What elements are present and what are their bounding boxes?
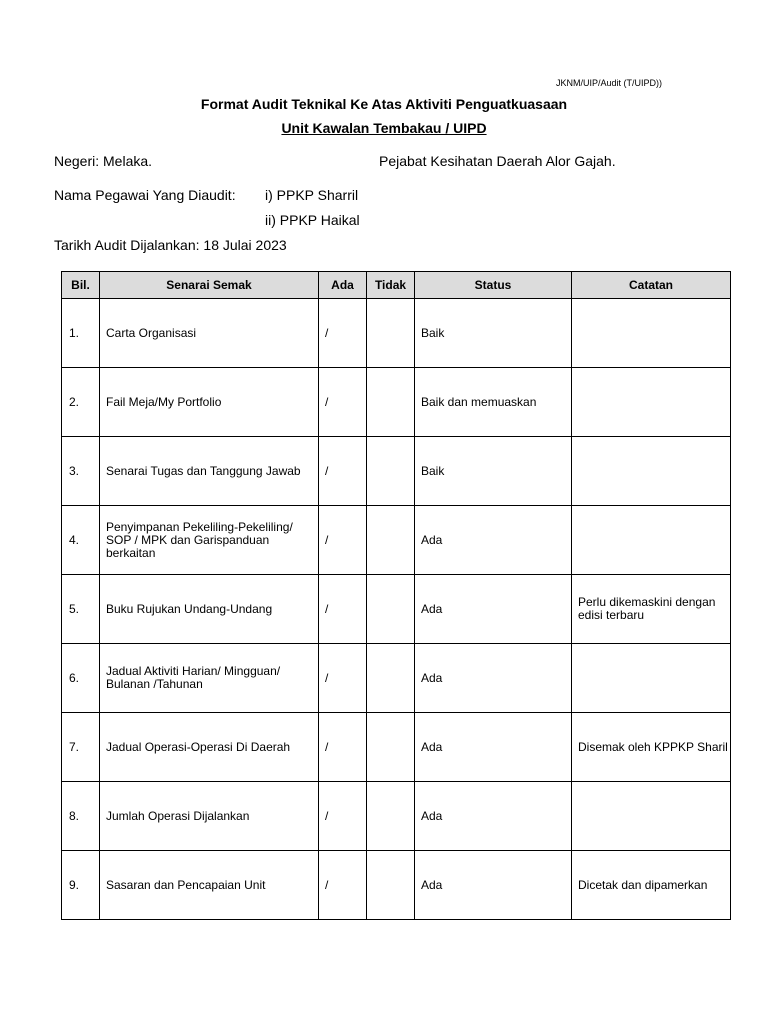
table-row [62, 506, 731, 575]
cell-status: Ada [415, 713, 572, 782]
table-row [62, 713, 731, 782]
cell-senarai: Jadual Aktiviti Harian/ Mingguan/ Bulanan /Tahunan [100, 644, 319, 713]
cell-tidak [367, 368, 415, 437]
header-senarai-semak: Senarai Semak [100, 272, 319, 299]
table-row [62, 299, 731, 368]
cell-ada: / [319, 299, 367, 368]
cell-catatan [572, 299, 731, 368]
cell-bil: 2. [62, 368, 100, 437]
table-row [62, 851, 731, 920]
cell-bil: 5. [62, 575, 100, 644]
cell-tidak [367, 713, 415, 782]
cell-tidak [367, 437, 415, 506]
cell-ada: / [319, 437, 367, 506]
tarikh-audit-text: Tarikh Audit Dijalankan: 18 Julai 2023 [54, 237, 287, 253]
cell-status: Ada [415, 644, 572, 713]
cell-ada: / [319, 782, 367, 851]
cell-bil: 8. [62, 782, 100, 851]
cell-senarai: Fail Meja/My Portfolio [100, 368, 319, 437]
document-reference: JKNM/UIP/Audit (T/UIPD)) [556, 78, 663, 88]
pejabat-text: Pejabat Kesihatan Daerah Alor Gajah. [379, 153, 616, 169]
cell-status: Baik dan memuaskan [415, 368, 572, 437]
cell-status: Baik [415, 437, 572, 506]
cell-catatan [572, 437, 731, 506]
cell-bil: 6. [62, 644, 100, 713]
table-row [62, 437, 731, 506]
cell-status: Baik [415, 299, 572, 368]
cell-bil: 9. [62, 851, 100, 920]
pegawai-2: ii) PPKP Haikal [265, 212, 360, 228]
cell-ada: / [319, 851, 367, 920]
document-title: Format Audit Teknikal Ke Atas Aktiviti Penguatkuasaan [200, 96, 568, 112]
cell-bil: 3. [62, 437, 100, 506]
cell-tidak [367, 644, 415, 713]
cell-status: Ada [415, 506, 572, 575]
cell-senarai: Jadual Operasi-Operasi Di Daerah [100, 713, 319, 782]
cell-senarai: Sasaran dan Pencapaian Unit [100, 851, 319, 920]
cell-ada: / [319, 506, 367, 575]
document-subtitle: Unit Kawalan Tembakau / UIPD [281, 120, 487, 136]
header-catatan: Catatan [572, 272, 731, 299]
table-row [62, 644, 731, 713]
negeri-text: Negeri: Melaka. [54, 153, 153, 169]
cell-bil: 7. [62, 713, 100, 782]
pegawai-1: i) PPKP Sharril [265, 187, 359, 203]
cell-catatan [572, 644, 731, 713]
header-tidak: Tidak [367, 272, 415, 299]
cell-senarai: Jumlah Operasi Dijalankan [100, 782, 319, 851]
table-row [62, 368, 731, 437]
cell-bil: 4. [62, 506, 100, 575]
cell-catatan [572, 506, 731, 575]
cell-catatan [572, 368, 731, 437]
cell-catatan [572, 782, 731, 851]
cell-ada: / [319, 368, 367, 437]
cell-tidak [367, 782, 415, 851]
cell-tidak [367, 299, 415, 368]
cell-senarai: Buku Rujukan Undang-Undang [100, 575, 319, 644]
cell-catatan: Perlu dikemaskini dengan edisi terbaru [572, 575, 731, 644]
cell-status: Ada [415, 782, 572, 851]
header-ada: Ada [319, 272, 367, 299]
cell-ada: / [319, 644, 367, 713]
header-status: Status [415, 272, 572, 299]
cell-catatan: Disemak oleh KPPKP Sharil [572, 713, 731, 782]
cell-senarai: Senarai Tugas dan Tanggung Jawab [100, 437, 319, 506]
cell-catatan: Dicetak dan dipamerkan [572, 851, 731, 920]
cell-tidak [367, 851, 415, 920]
audit-checklist-table [61, 271, 731, 920]
header-bil: Bil. [62, 272, 100, 299]
table-row [62, 575, 731, 644]
cell-tidak [367, 506, 415, 575]
nama-pegawai-label: Nama Pegawai Yang Diaudit: [54, 187, 236, 203]
table-row [62, 782, 731, 851]
cell-senarai: Penyimpanan Pekeliling-Pekeliling/ SOP / MPK dan Garispanduan berkaitan [100, 506, 319, 575]
cell-bil: 1. [62, 299, 100, 368]
cell-status: Ada [415, 851, 572, 920]
cell-status: Ada [415, 575, 572, 644]
cell-tidak [367, 575, 415, 644]
table-header-row [62, 272, 731, 299]
cell-ada: / [319, 713, 367, 782]
cell-ada: / [319, 575, 367, 644]
cell-senarai: Carta Organisasi [100, 299, 319, 368]
